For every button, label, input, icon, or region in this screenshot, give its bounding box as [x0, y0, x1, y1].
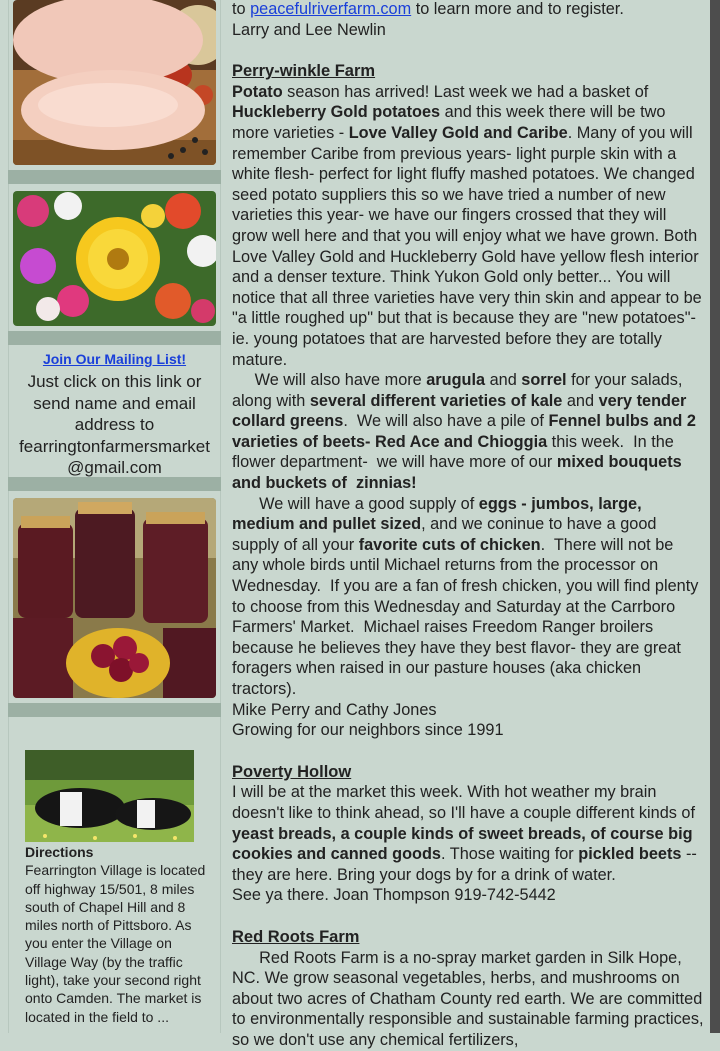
- perry-winkle-tagline: Growing for our neighbors since 1991: [232, 721, 504, 740]
- join-mailing-list-link[interactable]: Join Our Mailing List!: [42, 351, 187, 367]
- sidebar-separator: [8, 331, 221, 345]
- poverty-hollow-paragraph: I will be at the market this week. With hot weather my brain doesn't like to think ahead, so I'll have a couple different kinds of yeast breads, a couple kinds of sweet breads, of course big cookies and canned goods. Those waiting for pickled beets -- they are here. Bring your dogs by for a drink of water.: [232, 783, 697, 884]
- preserves-jars-photo: [13, 498, 216, 698]
- intro-signature: Larry and Lee Newlin: [232, 20, 386, 39]
- poverty-hollow-title: Poverty Hollow: [232, 762, 352, 781]
- poverty-hollow-signature: See ya there. Joan Thompson 919-742-5442: [232, 886, 556, 905]
- chicken-breast-photo: [13, 0, 216, 165]
- cows-photo: [25, 750, 194, 842]
- perry-winkle-signature: Mike Perry and Cathy Jones: [232, 700, 437, 719]
- perry-winkle-paragraph-1: Potato season has arrived! Last week we had a basket of Huckleberry Gold potatoes and this week there will be two more varieties - Love Valley Gold and Caribe. Many of you will remember Caribe from previous years- light purple skin with a white flesh- perfect for light fluffy mashed potatoes. We changed seed potato suppliers this so we have tried a number of new varieties this year- we have our fingers crossed that they will grow well here and that you will enjoy what we have grown. Both Love Valley Gold and Huckleberry Gold have yellow flesh interior and a denser texture. Think Yukon Gold only better... You will notice that all three varieties have very thin skin and appear to be "a little roughed up" but that is because they are "new potatoes"- ie. young potatoes that are harvested before they are totally mature.: [232, 82, 702, 369]
- perry-winkle-title: Perry-winkle Farm: [232, 62, 376, 81]
- mailing-list-block: [8, 345, 221, 479]
- perry-winkle-paragraph-2: We will also have more arugula and sorrel for your salads, along with several different varieties of kale and very tender collard greens. We will also have a pile of Fennel bulbs and 2 varieties of beets- Red Ace and Chioggia this week. In the flower department- we will have more of our mixed bouquets and buckets of zinnias!: [232, 371, 701, 493]
- intro-paragraph: to peacefulriverfarm.com to learn more and to register.: [232, 0, 624, 18]
- sidebar-separator: [8, 703, 221, 717]
- scrollbar-edge: [710, 0, 720, 1033]
- perry-winkle-paragraph-3: We will have a good supply of eggs - jumbos, large, medium and pullet sized, and we coninue to have a good supply of all your favorite cuts of chicken. There will not be any whole birds until Michael returns from the processor on Wednesday. If you are a fan of fresh chicken, you will find plenty to choose from this Wednesday and Saturday at the Carrboro Farmers' Market. Michael raises Freedom Ranger broilers because he believes they have they best flavor- they are great foragers when raised in our pasture houses (aka chicken tractors).: [232, 494, 703, 698]
- red-roots-paragraph: Red Roots Farm is a no-spray market garden in Silk Hope, NC. We grow seasonal vegetables, herbs, and mushrooms on about two acres of Chatham County red earth. We are committed to environmentally responsible and sustainable farming practices, so we don't use any chemical fertilizers,: [232, 948, 709, 1049]
- sidebar-separator: [8, 170, 221, 184]
- flowers-photo: [13, 191, 216, 326]
- directions-block: [25, 843, 215, 1026]
- main-content: [232, 0, 709, 1051]
- directions-title: Directions: [25, 844, 94, 860]
- mailing-list-text: Just click on this link or send name and email address to fearringtonfarmersmarket @gmail.com: [19, 372, 210, 477]
- red-roots-title: Red Roots Farm: [232, 927, 360, 946]
- directions-text: Fearrington Village is located off highway 15/501, 8 miles south of Chapel Hill and 8 miles north of Pittsboro. As you enter the Village on Village Way (by the traffic light), take your second right onto Camden. The market is located in the field to ...: [25, 862, 206, 1025]
- peacefulriverfarm-link[interactable]: peacefulriverfarm.com: [250, 0, 412, 18]
- sidebar-separator: [8, 477, 221, 491]
